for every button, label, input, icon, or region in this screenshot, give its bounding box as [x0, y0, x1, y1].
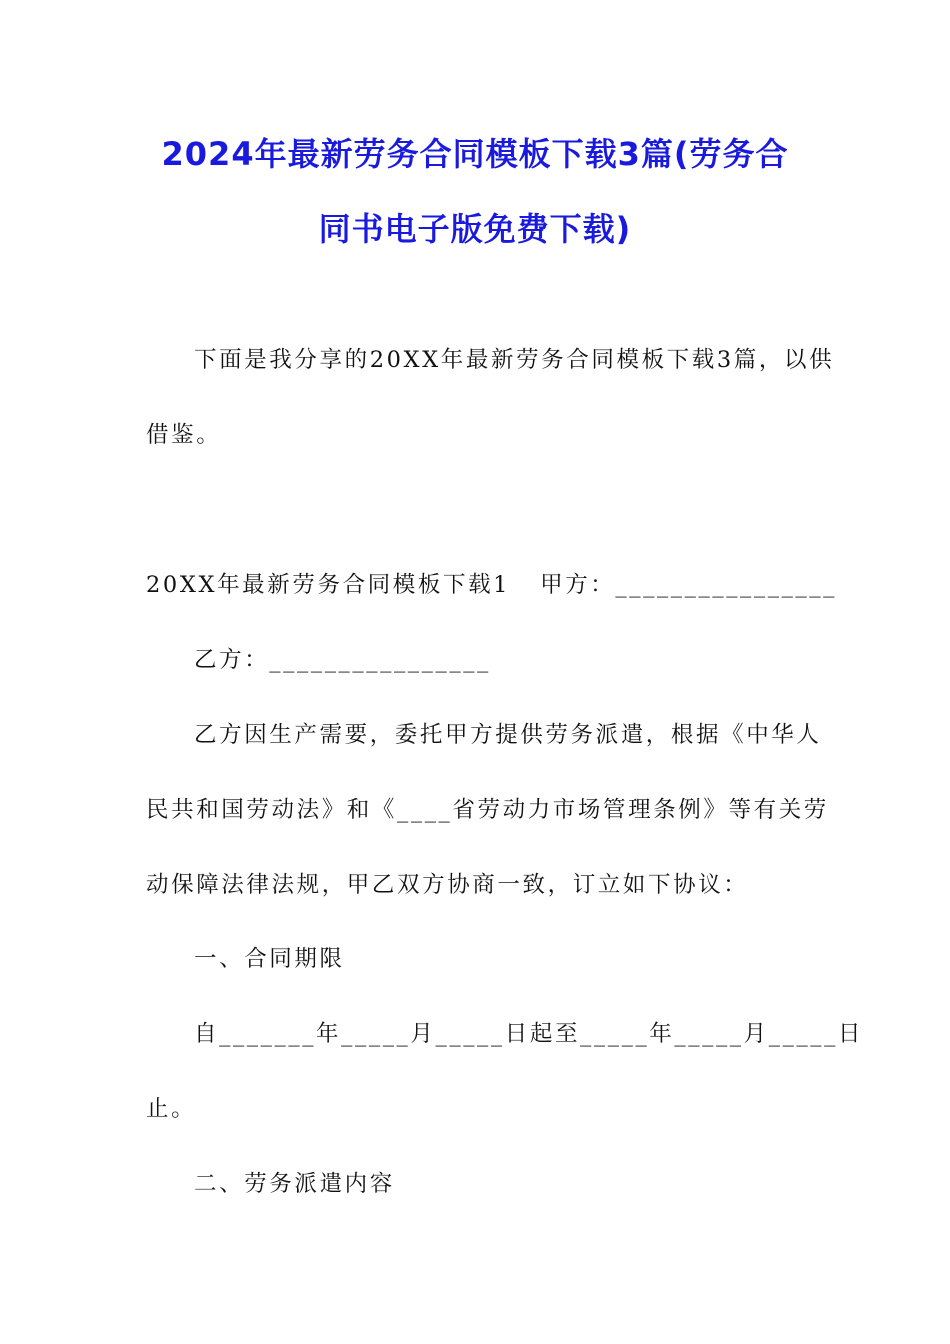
document-title-line-1: 2024年最新劳务合同模板下载3篇(劳务合: [161, 135, 789, 173]
clause-1-line-1: 自_______年_____月_____日起至_____年_____月_____日: [194, 1021, 864, 1047]
clause-2-heading: 二、劳务派遣内容: [194, 1171, 395, 1197]
intro-paragraph-line-2: 借鉴。: [146, 422, 222, 448]
intro-paragraph-line-1: 下面是我分享的20XX年最新劳务合同模板下载3篇，以供: [194, 347, 835, 373]
party-b-field: 乙方：________________: [194, 647, 491, 673]
preamble-line-2: 民共和国劳动法》和《____省劳动力市场管理条例》等有关劳: [146, 797, 829, 823]
clause-1-line-2: 止。: [146, 1096, 197, 1122]
clause-1-heading: 一、合同期限: [194, 946, 345, 972]
party-a-field: 甲方：________________: [540, 572, 837, 598]
preamble-line-3: 动保障法律法规，甲乙双方协商一致，订立如下协议：: [146, 872, 749, 898]
preamble-line-1: 乙方因生产需要，委托甲方提供劳务派遣，根据《中华人: [194, 722, 822, 748]
contract-header-line: [146, 569, 837, 601]
section-heading: 20XX年最新劳务合同模板下载1: [146, 572, 511, 598]
document-title-line-2: 同书电子版免费下载): [318, 210, 632, 248]
